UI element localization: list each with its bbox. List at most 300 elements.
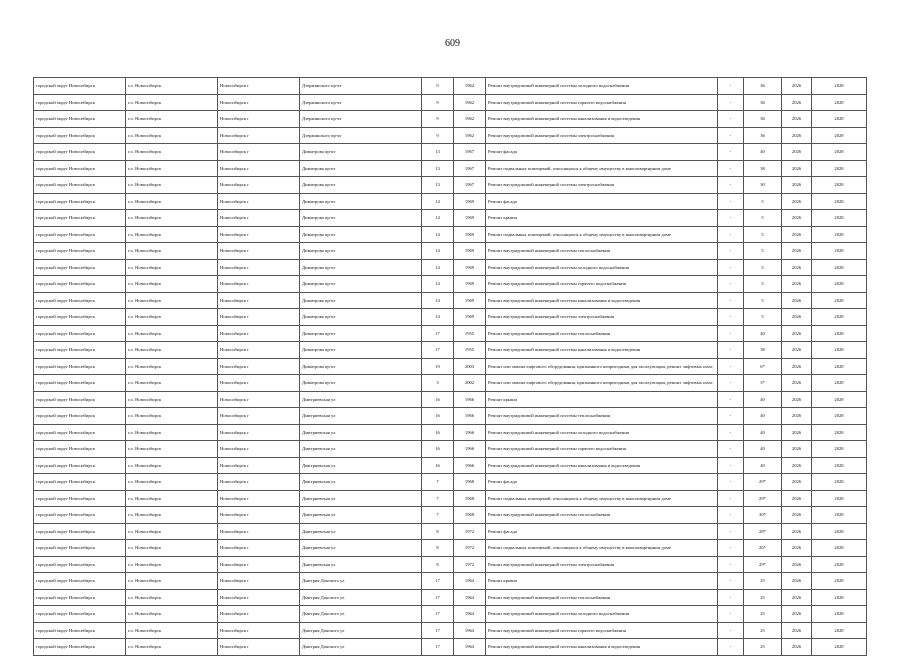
cell-year-to: 2028	[812, 342, 867, 359]
cell-blank: -	[718, 210, 744, 227]
cell-district: г.о. Новосибирск	[126, 342, 218, 359]
registry-table-body	[34, 78, 867, 656]
cell-year-built: 1972	[454, 523, 486, 540]
cell-work-type: Ремонт фасада	[486, 193, 718, 210]
cell-locality: Новосибирск г	[218, 606, 300, 623]
cell-locality: Новосибирск г	[218, 243, 300, 260]
cell-locality: Новосибирск г	[218, 342, 300, 359]
cell-year-built: 1964	[454, 606, 486, 623]
cell-year-built: 1972	[454, 556, 486, 573]
cell-locality: Новосибирск г	[218, 193, 300, 210]
table-row	[34, 622, 867, 639]
cell-district: г.о. Новосибирск	[126, 309, 218, 326]
cell-house-number: 14	[422, 292, 454, 309]
cell-blank: -	[718, 226, 744, 243]
table-row	[34, 457, 867, 474]
cell-municipality: городской округ Новосибирск	[34, 391, 126, 408]
cell-district: г.о. Новосибирск	[126, 325, 218, 342]
cell-work-type: Ремонт внутридомовой инженерной системы электроснабжения	[486, 127, 718, 144]
cell-house-number: 17	[422, 325, 454, 342]
cell-district: г.о. Новосибирск	[126, 78, 218, 95]
cell-street: Дмитрия Донского ул	[300, 573, 422, 590]
cell-locality: Новосибирск г	[218, 309, 300, 326]
cell-house-number: 13	[422, 144, 454, 161]
table-row	[34, 375, 867, 392]
cell-year-to: 2028	[812, 639, 867, 656]
cell-municipality: городской округ Новосибирск	[34, 144, 126, 161]
cell-house-number: 16	[422, 408, 454, 425]
cell-district: г.о. Новосибирск	[126, 259, 218, 276]
cell-district: г.о. Новосибирск	[126, 111, 218, 128]
cell-street: Димитрова пр-кт	[300, 243, 422, 260]
cell-blank: -	[718, 556, 744, 573]
cell-year-to: 2028	[812, 490, 867, 507]
cell-year-to: 2028	[812, 358, 867, 375]
cell-work-type: Ремонт внутридомовой инженерной системы электроснабжения	[486, 556, 718, 573]
cell-house-number: 17	[422, 342, 454, 359]
cell-year-from: 2026	[782, 408, 812, 425]
cell-quantity: 5	[744, 309, 782, 326]
cell-quantity: 25	[744, 606, 782, 623]
cell-locality: Новосибирск г	[218, 540, 300, 557]
cell-year-to: 2028	[812, 457, 867, 474]
cell-street: Дмитриевская ул	[300, 490, 422, 507]
cell-district: г.о. Новосибирск	[126, 210, 218, 227]
cell-municipality: городской округ Новосибирск	[34, 342, 126, 359]
cell-year-from: 2026	[782, 292, 812, 309]
cell-year-from: 2026	[782, 490, 812, 507]
table-row	[34, 292, 867, 309]
cell-year-from: 2026	[782, 111, 812, 128]
cell-house-number: 7	[422, 474, 454, 491]
cell-quantity: 25	[744, 639, 782, 656]
cell-quantity: 6*	[744, 358, 782, 375]
cell-blank: -	[718, 94, 744, 111]
cell-year-from: 2026	[782, 474, 812, 491]
cell-house-number: 8	[422, 523, 454, 540]
cell-year-from: 2026	[782, 523, 812, 540]
cell-street: Дмитриевская ул	[300, 408, 422, 425]
cell-year-to: 2028	[812, 160, 867, 177]
cell-year-from: 2026	[782, 210, 812, 227]
table-row	[34, 523, 867, 540]
table-row	[34, 193, 867, 210]
cell-year-from: 2026	[782, 243, 812, 260]
cell-year-from: 2026	[782, 144, 812, 161]
cell-municipality: городской округ Новосибирск	[34, 474, 126, 491]
cell-year-to: 2028	[812, 325, 867, 342]
cell-street: Дзержинского пр-кт	[300, 78, 422, 95]
cell-district: г.о. Новосибирск	[126, 573, 218, 590]
cell-year-built: 1966	[454, 457, 486, 474]
cell-year-to: 2028	[812, 375, 867, 392]
cell-district: г.о. Новосибирск	[126, 193, 218, 210]
cell-street: Дмитриевская ул	[300, 391, 422, 408]
cell-year-built: 1966	[454, 441, 486, 458]
cell-year-built: 1969	[454, 259, 486, 276]
table-row	[34, 78, 867, 95]
cell-district: г.о. Новосибирск	[126, 441, 218, 458]
cell-house-number: 19	[422, 358, 454, 375]
cell-locality: Новосибирск г	[218, 490, 300, 507]
cell-municipality: городской округ Новосибирск	[34, 243, 126, 260]
cell-street: Димитрова пр-кт	[300, 375, 422, 392]
cell-locality: Новосибирск г	[218, 259, 300, 276]
cell-municipality: городской округ Новосибирск	[34, 309, 126, 326]
cell-year-built: 1969	[454, 226, 486, 243]
cell-year-from: 2026	[782, 226, 812, 243]
cell-municipality: городской округ Новосибирск	[34, 606, 126, 623]
cell-year-from: 2026	[782, 457, 812, 474]
cell-locality: Новосибирск г	[218, 474, 300, 491]
cell-year-built: 1964	[454, 589, 486, 606]
cell-quantity: 25	[744, 589, 782, 606]
cell-municipality: городской округ Новосибирск	[34, 375, 126, 392]
cell-year-to: 2028	[812, 523, 867, 540]
cell-year-built: 1962	[454, 78, 486, 95]
cell-municipality: городской округ Новосибирск	[34, 358, 126, 375]
cell-municipality: городской округ Новосибирск	[34, 540, 126, 557]
cell-year-built: 1955	[454, 342, 486, 359]
cell-municipality: городской округ Новосибирск	[34, 226, 126, 243]
cell-year-built: 1969	[454, 210, 486, 227]
cell-quantity: 36	[744, 111, 782, 128]
table-row	[34, 342, 867, 359]
cell-district: г.о. Новосибирск	[126, 243, 218, 260]
cell-house-number: 7	[422, 490, 454, 507]
cell-quantity: 29*	[744, 556, 782, 573]
cell-year-to: 2028	[812, 589, 867, 606]
cell-year-built: 1962	[454, 94, 486, 111]
cell-year-to: 2028	[812, 243, 867, 260]
cell-house-number: 14	[422, 193, 454, 210]
cell-year-from: 2026	[782, 424, 812, 441]
cell-municipality: городской округ Новосибирск	[34, 177, 126, 194]
cell-district: г.о. Новосибирск	[126, 408, 218, 425]
cell-year-to: 2028	[812, 441, 867, 458]
cell-blank: -	[718, 573, 744, 590]
cell-year-from: 2026	[782, 276, 812, 293]
cell-street: Димитрова пр-кт	[300, 144, 422, 161]
cell-street: Димитрова пр-кт	[300, 226, 422, 243]
table-row	[34, 127, 867, 144]
page-number: 609	[445, 38, 460, 49]
cell-locality: Новосибирск г	[218, 457, 300, 474]
cell-year-to: 2028	[812, 573, 867, 590]
cell-work-type: Ремонт внутридомовой инженерной системы горячего водоснабжения	[486, 94, 718, 111]
cell-year-from: 2026	[782, 441, 812, 458]
table-row	[34, 243, 867, 260]
cell-municipality: городской округ Новосибирск	[34, 292, 126, 309]
cell-locality: Новосибирск г	[218, 94, 300, 111]
cell-locality: Новосибирск г	[218, 160, 300, 177]
cell-blank: -	[718, 243, 744, 260]
cell-quantity: 5	[744, 210, 782, 227]
table-row	[34, 507, 867, 524]
cell-blank: -	[718, 160, 744, 177]
cell-year-from: 2026	[782, 342, 812, 359]
cell-house-number: 8	[422, 540, 454, 557]
cell-blank: -	[718, 408, 744, 425]
cell-district: г.о. Новосибирск	[126, 490, 218, 507]
cell-street: Дмитрия Донского ул	[300, 589, 422, 606]
cell-blank: -	[718, 325, 744, 342]
table-row	[34, 441, 867, 458]
cell-quantity: 36	[744, 94, 782, 111]
cell-blank: -	[718, 441, 744, 458]
cell-quantity: 30*	[744, 507, 782, 524]
cell-street: Димитрова пр-кт	[300, 276, 422, 293]
cell-year-to: 2028	[812, 276, 867, 293]
table-row	[34, 490, 867, 507]
cell-municipality: городской округ Новосибирск	[34, 127, 126, 144]
cell-municipality: городской округ Новосибирск	[34, 507, 126, 524]
cell-street: Димитрова пр-кт	[300, 177, 422, 194]
cell-blank: -	[718, 490, 744, 507]
cell-street: Дмитриевская ул	[300, 540, 422, 557]
cell-work-type: Ремонт внутридомовой инженерной системы холодного водоснабжения	[486, 78, 718, 95]
cell-house-number: 14	[422, 210, 454, 227]
cell-quantity: 25	[744, 622, 782, 639]
cell-year-to: 2028	[812, 556, 867, 573]
cell-blank: -	[718, 177, 744, 194]
cell-work-type: Ремонт фасада	[486, 144, 718, 161]
cell-work-type: Ремонт подвальных помещений, относящихся к общему имуществу в многоквартирном доме	[486, 540, 718, 557]
cell-district: г.о. Новосибирск	[126, 589, 218, 606]
cell-district: г.о. Новосибирск	[126, 375, 218, 392]
cell-blank: -	[718, 276, 744, 293]
cell-year-built: 1967	[454, 160, 486, 177]
cell-work-type: Ремонт внутридомовой инженерной системы горячего водоснабжения	[486, 622, 718, 639]
cell-year-to: 2028	[812, 507, 867, 524]
cell-street: Дзержинского пр-кт	[300, 94, 422, 111]
cell-year-from: 2026	[782, 507, 812, 524]
cell-year-to: 2028	[812, 193, 867, 210]
cell-year-from: 2026	[782, 573, 812, 590]
cell-year-built: 1968	[454, 474, 486, 491]
cell-quantity: 29*	[744, 490, 782, 507]
table-row	[34, 226, 867, 243]
cell-locality: Новосибирск г	[218, 639, 300, 656]
cell-street: Димитрова пр-кт	[300, 160, 422, 177]
cell-street: Димитрова пр-кт	[300, 342, 422, 359]
registry-table	[33, 77, 867, 656]
cell-municipality: городской округ Новосибирск	[34, 424, 126, 441]
cell-house-number: 7	[422, 507, 454, 524]
cell-work-type: Ремонт фасада	[486, 474, 718, 491]
cell-locality: Новосибирск г	[218, 424, 300, 441]
cell-year-to: 2028	[812, 292, 867, 309]
cell-year-to: 2028	[812, 144, 867, 161]
cell-year-from: 2026	[782, 160, 812, 177]
cell-work-type: Ремонт внутридомовой инженерной системы канализования и водоотведения	[486, 457, 718, 474]
cell-year-from: 2026	[782, 391, 812, 408]
cell-quantity: 30	[744, 177, 782, 194]
cell-blank: -	[718, 342, 744, 359]
cell-work-type: Ремонт внутридомовой инженерной системы холодного водоснабжения	[486, 424, 718, 441]
cell-street: Димитрова пр-кт	[300, 193, 422, 210]
cell-work-type: Ремонт внутридомовой инженерной системы холодного водоснабжения	[486, 259, 718, 276]
cell-work-type: Ремонт внутридомовой инженерной системы канализования и водоотведения	[486, 292, 718, 309]
cell-house-number: 9	[422, 94, 454, 111]
cell-blank: -	[718, 309, 744, 326]
cell-work-type: Ремонт или замена лифтового оборудования, признанного непригодным для эксплуатации, ремонт лифтовых шахт	[486, 358, 718, 375]
cell-work-type: Ремонт внутридомовой инженерной системы канализования и водоотведения	[486, 111, 718, 128]
cell-year-from: 2026	[782, 556, 812, 573]
cell-year-built: 1955	[454, 325, 486, 342]
cell-year-to: 2028	[812, 127, 867, 144]
cell-blank: -	[718, 589, 744, 606]
cell-blank: -	[718, 424, 744, 441]
table-row	[34, 160, 867, 177]
cell-street: Дмитриевская ул	[300, 424, 422, 441]
cell-street: Дмитрия Донского ул	[300, 639, 422, 656]
cell-street: Димитрова пр-кт	[300, 292, 422, 309]
cell-municipality: городской округ Новосибирск	[34, 193, 126, 210]
cell-blank: -	[718, 259, 744, 276]
cell-year-to: 2028	[812, 309, 867, 326]
cell-blank: -	[718, 193, 744, 210]
cell-blank: -	[718, 474, 744, 491]
cell-locality: Новосибирск г	[218, 144, 300, 161]
cell-work-type: Ремонт внутридомовой инженерной системы канализования и водоотведения	[486, 639, 718, 656]
table-row	[34, 589, 867, 606]
cell-locality: Новосибирск г	[218, 276, 300, 293]
cell-year-to: 2028	[812, 78, 867, 95]
cell-house-number: 16	[422, 391, 454, 408]
cell-locality: Новосибирск г	[218, 210, 300, 227]
table-row	[34, 358, 867, 375]
cell-year-built: 1966	[454, 391, 486, 408]
cell-year-built: 1968	[454, 490, 486, 507]
cell-house-number: 13	[422, 160, 454, 177]
cell-year-from: 2026	[782, 358, 812, 375]
cell-quantity: 36	[744, 78, 782, 95]
table-row	[34, 391, 867, 408]
cell-locality: Новосибирск г	[218, 573, 300, 590]
cell-district: г.о. Новосибирск	[126, 144, 218, 161]
cell-municipality: городской округ Новосибирск	[34, 490, 126, 507]
cell-municipality: городской округ Новосибирск	[34, 556, 126, 573]
cell-quantity: 5	[744, 226, 782, 243]
cell-year-from: 2026	[782, 78, 812, 95]
cell-municipality: городской округ Новосибирск	[34, 457, 126, 474]
cell-locality: Новосибирск г	[218, 589, 300, 606]
cell-street: Дмитриевская ул	[300, 474, 422, 491]
cell-locality: Новосибирск г	[218, 622, 300, 639]
table-row	[34, 325, 867, 342]
cell-blank: -	[718, 540, 744, 557]
cell-blank: -	[718, 292, 744, 309]
cell-locality: Новосибирск г	[218, 507, 300, 524]
table-row	[34, 276, 867, 293]
cell-year-built: 1969	[454, 276, 486, 293]
cell-year-built: 1964	[454, 622, 486, 639]
cell-blank: -	[718, 358, 744, 375]
cell-work-type: Ремонт внутридомовой инженерной системы теплоснабжения	[486, 507, 718, 524]
cell-year-to: 2028	[812, 210, 867, 227]
cell-house-number: 9	[422, 127, 454, 144]
cell-year-built: 2003	[454, 358, 486, 375]
cell-house-number: 16	[422, 441, 454, 458]
cell-locality: Новосибирск г	[218, 226, 300, 243]
cell-locality: Новосибирск г	[218, 441, 300, 458]
cell-house-number: 16	[422, 457, 454, 474]
cell-district: г.о. Новосибирск	[126, 474, 218, 491]
table-row	[34, 177, 867, 194]
cell-quantity: 5	[744, 276, 782, 293]
table-row	[34, 540, 867, 557]
cell-district: г.о. Новосибирск	[126, 540, 218, 557]
cell-year-from: 2026	[782, 622, 812, 639]
cell-street: Димитрова пр-кт	[300, 358, 422, 375]
table-row	[34, 408, 867, 425]
cell-quantity: 40	[744, 325, 782, 342]
cell-blank: -	[718, 391, 744, 408]
cell-work-type: Ремонт крыши	[486, 391, 718, 408]
cell-year-built: 1969	[454, 292, 486, 309]
cell-year-from: 2026	[782, 177, 812, 194]
cell-district: г.о. Новосибирск	[126, 127, 218, 144]
cell-district: г.о. Новосибирск	[126, 391, 218, 408]
cell-year-from: 2026	[782, 309, 812, 326]
cell-quantity: 26*	[744, 540, 782, 557]
cell-year-built: 1969	[454, 309, 486, 326]
cell-locality: Новосибирск г	[218, 408, 300, 425]
cell-quantity: 40	[744, 424, 782, 441]
cell-district: г.о. Новосибирск	[126, 639, 218, 656]
cell-quantity: 25	[744, 573, 782, 590]
cell-locality: Новосибирск г	[218, 556, 300, 573]
cell-quantity: 5	[744, 193, 782, 210]
cell-quantity: 40	[744, 144, 782, 161]
cell-municipality: городской округ Новосибирск	[34, 111, 126, 128]
cell-house-number: 14	[422, 243, 454, 260]
cell-year-built: 1967	[454, 177, 486, 194]
cell-year-built: 1962	[454, 127, 486, 144]
cell-district: г.о. Новосибирск	[126, 457, 218, 474]
cell-municipality: городской округ Новосибирск	[34, 160, 126, 177]
table-row	[34, 111, 867, 128]
cell-blank: -	[718, 144, 744, 161]
cell-locality: Новосибирск г	[218, 111, 300, 128]
cell-house-number: 3	[422, 375, 454, 392]
cell-municipality: городской округ Новосибирск	[34, 639, 126, 656]
cell-street: Дмитрия Донского ул	[300, 622, 422, 639]
cell-street: Дзержинского пр-кт	[300, 111, 422, 128]
cell-municipality: городской округ Новосибирск	[34, 622, 126, 639]
cell-year-to: 2028	[812, 226, 867, 243]
cell-house-number: 8	[422, 556, 454, 573]
cell-work-type: Ремонт внутридомовой инженерной системы горячего водоснабжения	[486, 276, 718, 293]
cell-work-type: Ремонт фасада	[486, 523, 718, 540]
cell-year-built: 1969	[454, 243, 486, 260]
cell-year-built: 1968	[454, 507, 486, 524]
cell-work-type: Ремонт внутридомовой инженерной системы электроснабжения	[486, 177, 718, 194]
cell-house-number: 17	[422, 639, 454, 656]
cell-house-number: 14	[422, 226, 454, 243]
cell-municipality: городской округ Новосибирск	[34, 94, 126, 111]
cell-work-type: Ремонт внутридомовой инженерной системы холодного водоснабжения	[486, 606, 718, 623]
cell-street: Димитрова пр-кт	[300, 325, 422, 342]
cell-municipality: городской округ Новосибирск	[34, 408, 126, 425]
table-row	[34, 573, 867, 590]
cell-municipality: городской округ Новосибирск	[34, 259, 126, 276]
cell-quantity: 38	[744, 342, 782, 359]
table-row	[34, 94, 867, 111]
cell-work-type: Ремонт внутридомовой инженерной системы теплоснабжения	[486, 408, 718, 425]
cell-year-to: 2028	[812, 424, 867, 441]
